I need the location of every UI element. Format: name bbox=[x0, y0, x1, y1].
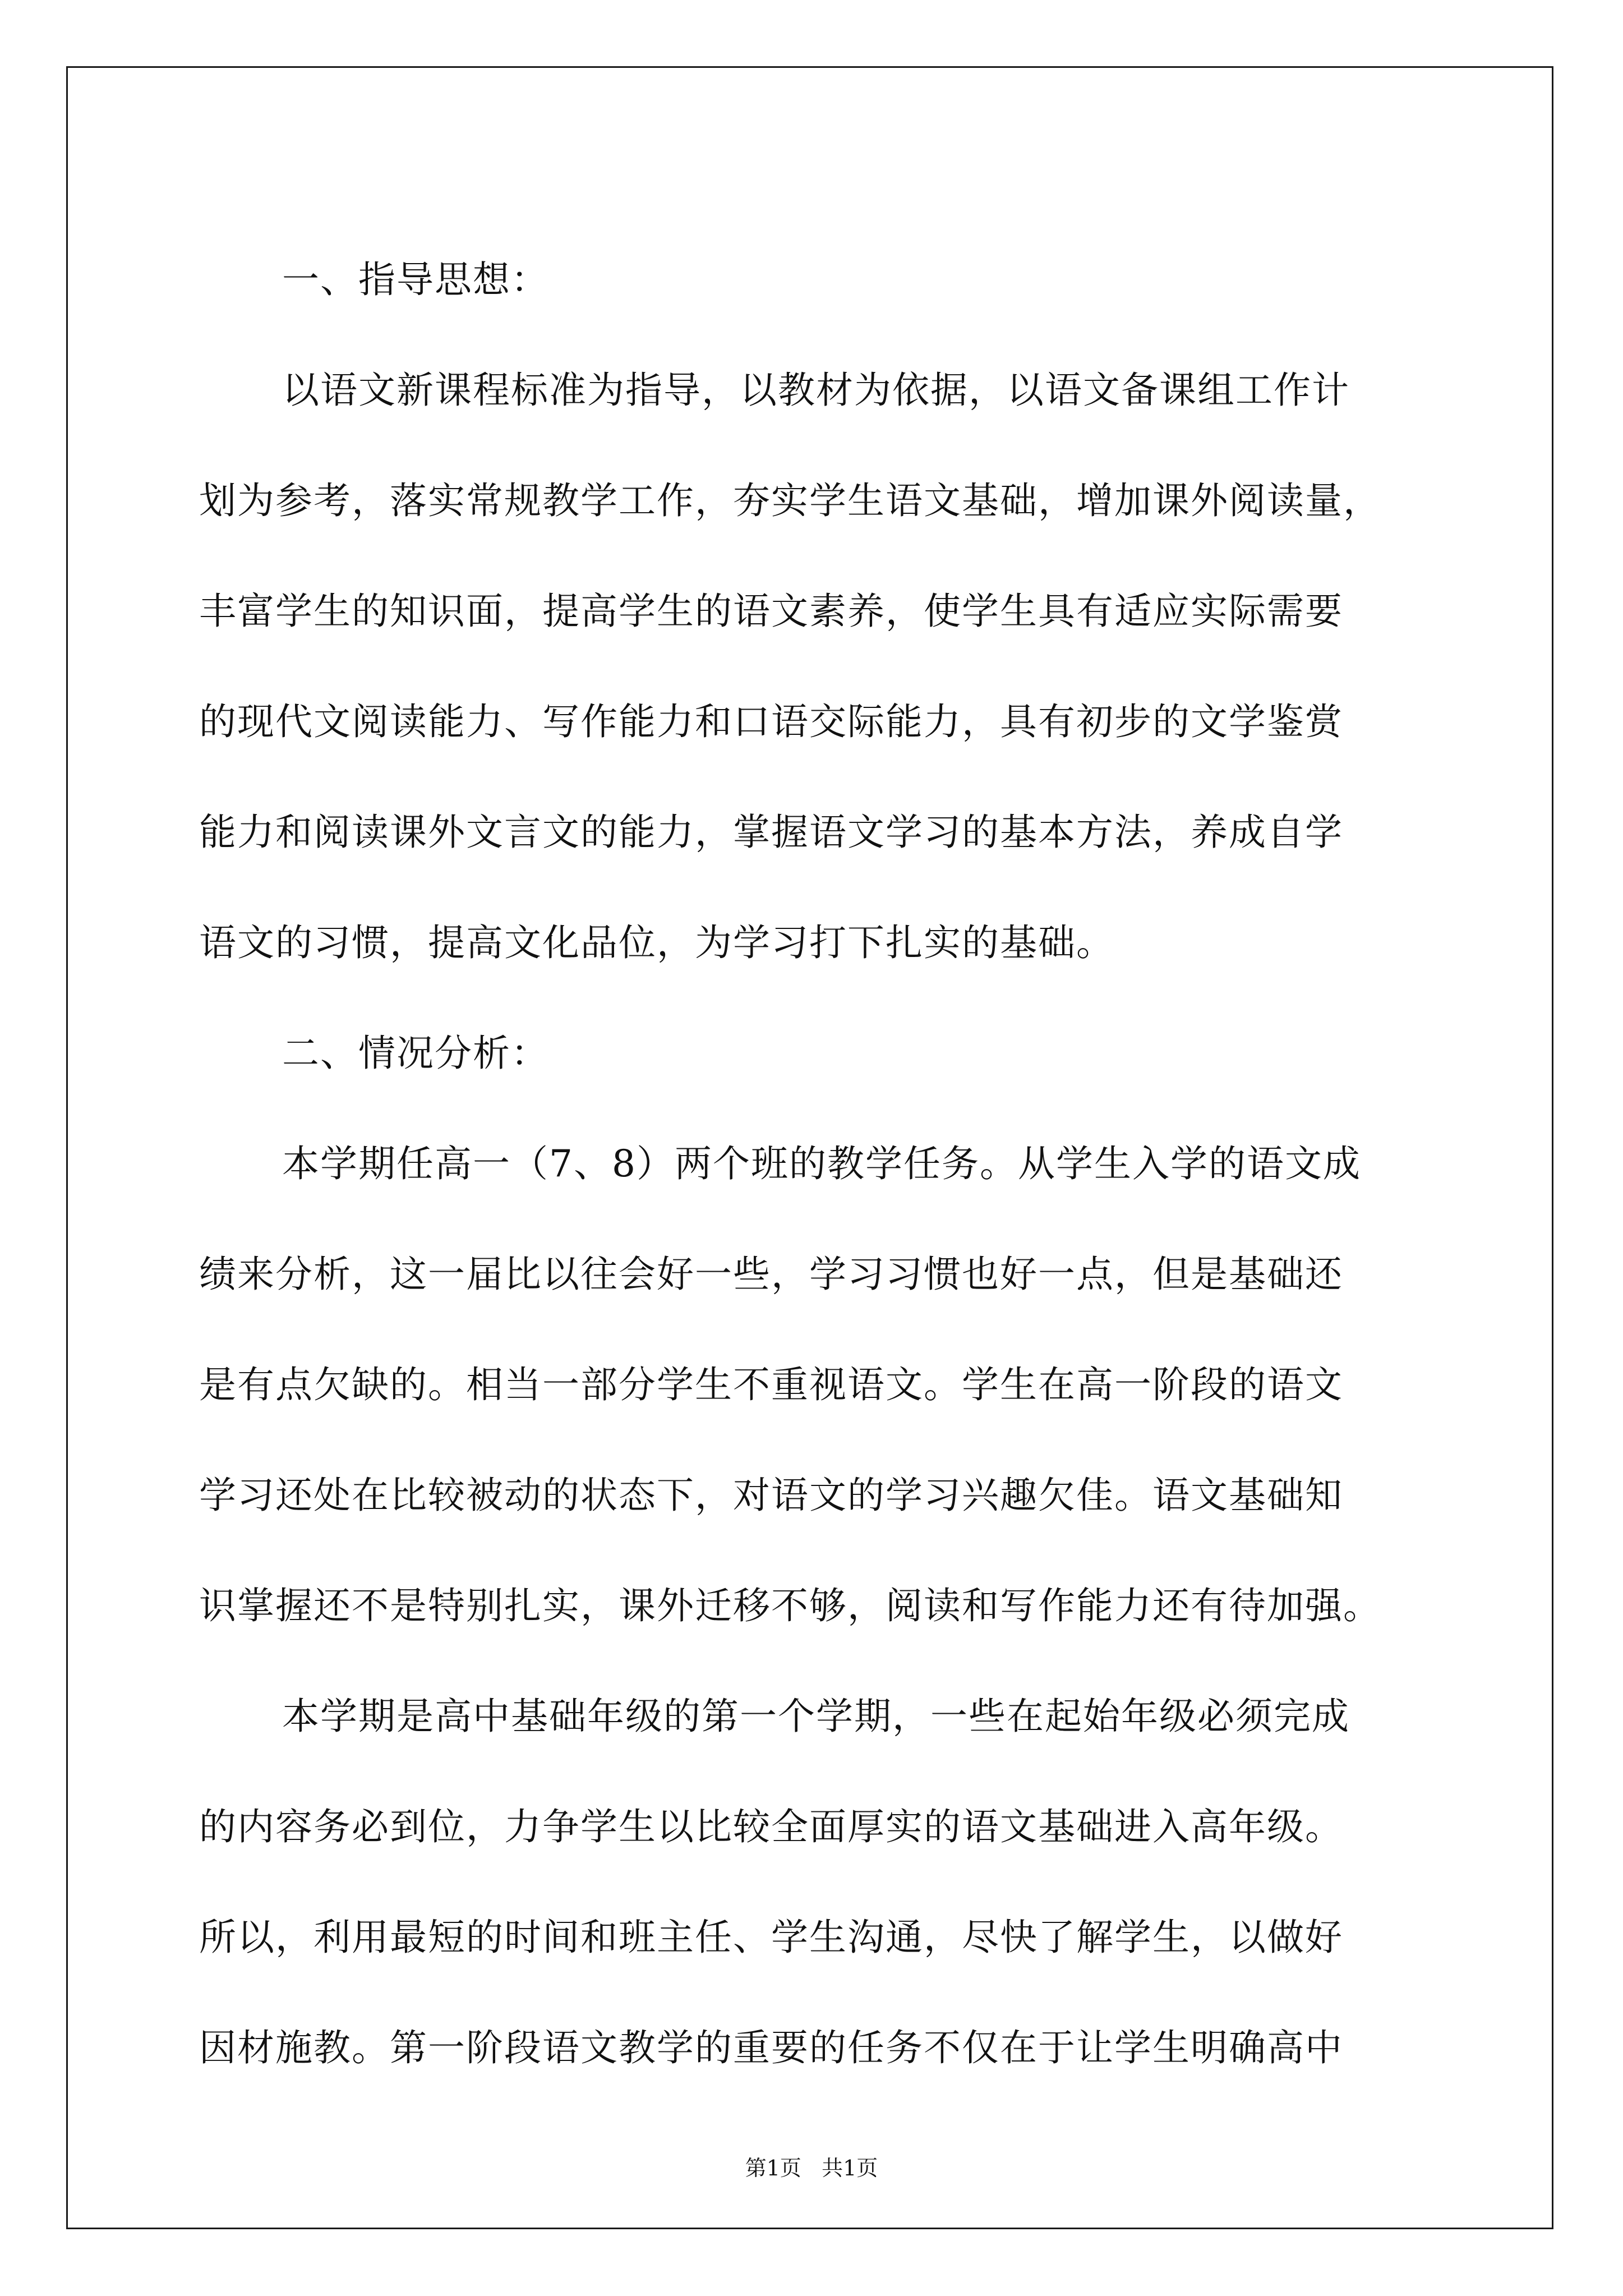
page-total: 共1页 bbox=[822, 2156, 878, 2180]
paragraph-line: 能力和阅读课外文言文的能力，掌握语文学习的基本方法，养成自学 bbox=[199, 811, 1343, 854]
paragraph-line: 绩来分析，这一届比以往会好一些，学习习惯也好一点，但是基础还 bbox=[199, 1253, 1343, 1296]
paragraph-line: 本学期是高中基础年级的第一个学期，一些在起始年级必须完成 bbox=[282, 1695, 1350, 1738]
paragraph-line: 划为参考，落实常规教学工作，夯实学生语文基础，增加课外阅读量， bbox=[199, 479, 1381, 522]
section-heading: 二、情况分析： bbox=[282, 1032, 549, 1075]
paragraph-line: 以语文新课程标准为指导，以教材为依据，以语文备课组工作计 bbox=[282, 369, 1350, 412]
paragraph-line: 的内容务必到位，力争学生以比较全面厚实的语文基础进入高年级。 bbox=[199, 1805, 1343, 1848]
page-number: 第1页 bbox=[745, 2156, 801, 2180]
paragraph-line: 学习还处在比较被动的状态下，对语文的学习兴趣欠佳。语文基础知 bbox=[199, 1474, 1343, 1517]
paragraph-line: 所以，利用最短的时间和班主任、学生沟通，尽快了解学生，以做好 bbox=[199, 1916, 1343, 1959]
section-heading: 一、指导思想： bbox=[282, 258, 549, 301]
paragraph-line: 的现代文阅读能力、写作能力和口语交际能力，具有初步的文学鉴赏 bbox=[199, 700, 1343, 743]
paragraph bbox=[199, 1661, 1433, 2103]
paragraph-line: 识掌握还不是特别扎实，课外迁移不够，阅读和写作能力还有待加强。 bbox=[199, 1584, 1381, 1627]
paragraph-line: 因材施教。第一阶段语文教学的重要的任务不仅在于让学生明确高中 bbox=[199, 2026, 1343, 2069]
paragraph-line: 本学期任高一（7、8）两个班的教学任务。从学生入学的语文成 bbox=[282, 1142, 1361, 1185]
page-footer bbox=[0, 2154, 1623, 2182]
paragraph-line: 丰富学生的知识面，提高学生的语文素养，使学生具有适应实际需要 bbox=[199, 590, 1343, 633]
paragraph-line: 是有点欠缺的。相当一部分学生不重视语文。学生在高一阶段的语文 bbox=[199, 1363, 1343, 1406]
paragraph bbox=[199, 335, 1433, 998]
document-body bbox=[199, 224, 1433, 2103]
paragraph-line: 语文的习惯，提高文化品位，为学习打下扎实的基础。 bbox=[199, 921, 1114, 964]
paragraph bbox=[199, 1108, 1433, 1661]
